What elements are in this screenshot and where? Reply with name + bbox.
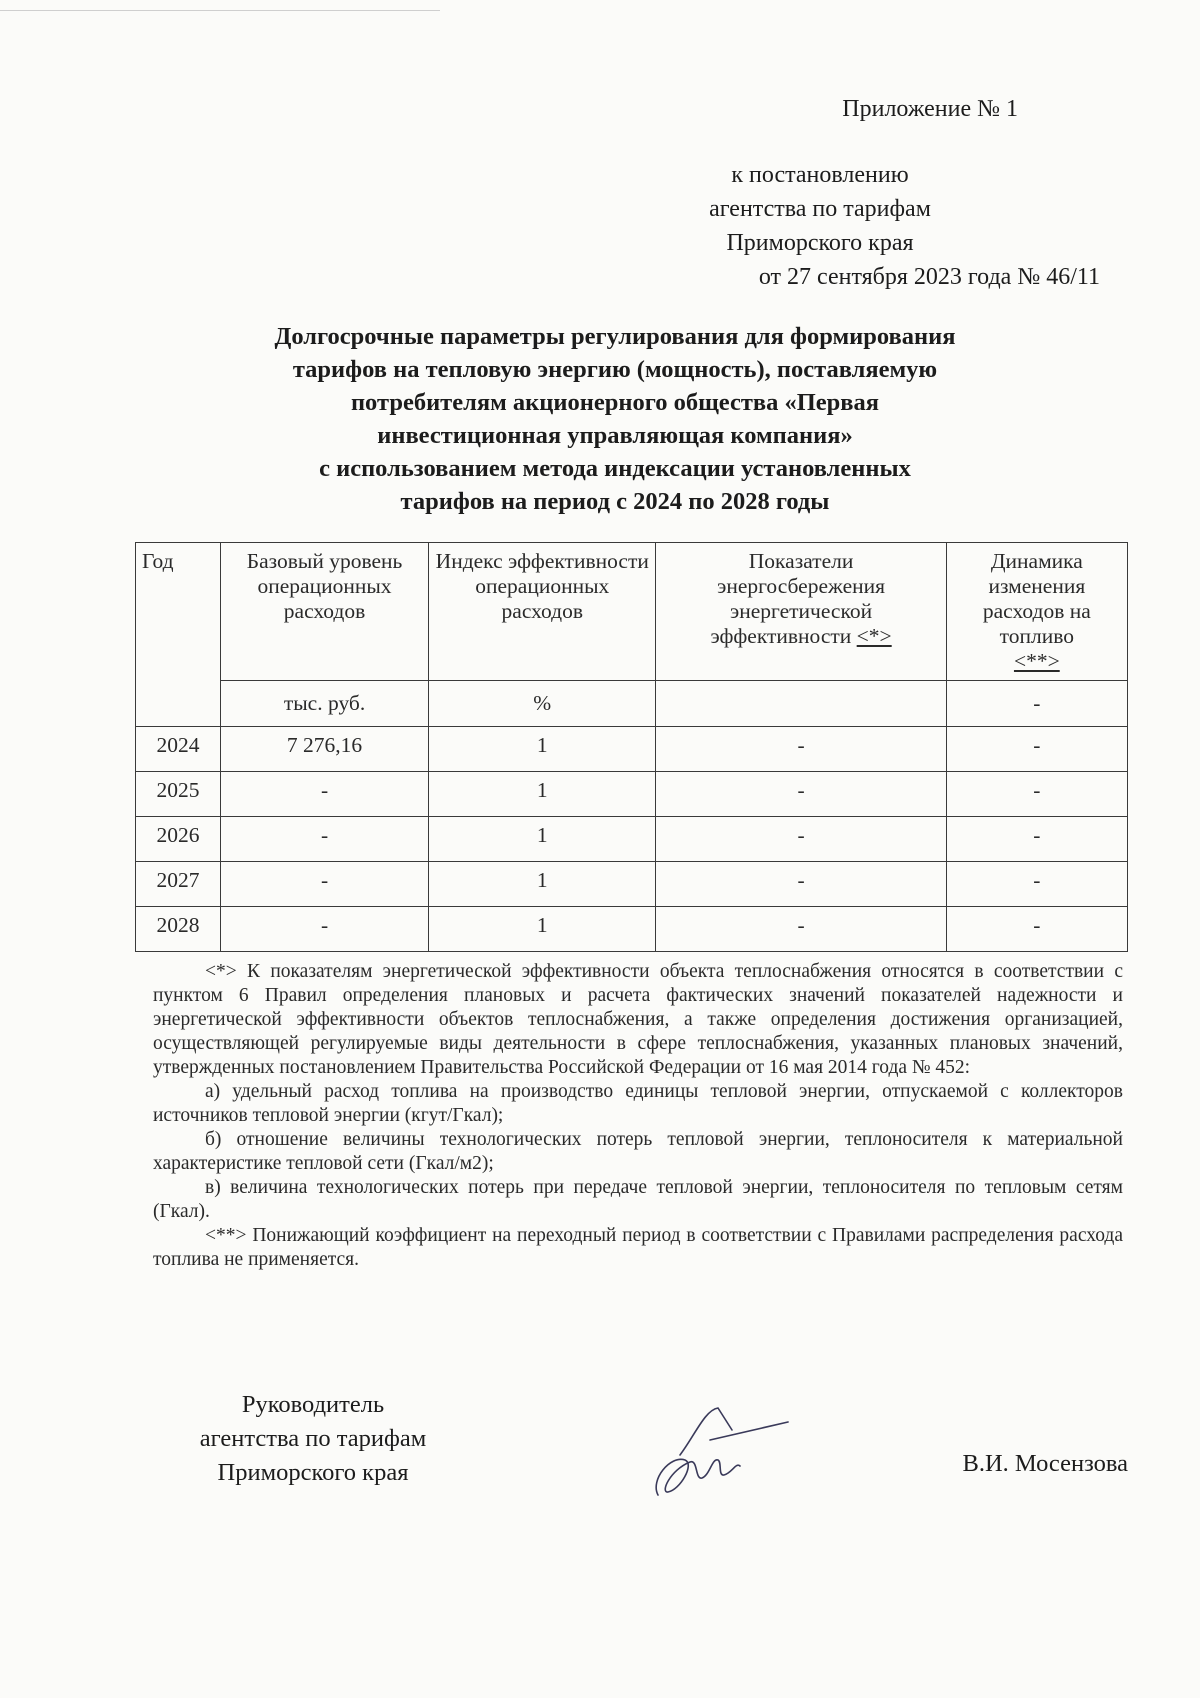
table-row [136,907,1128,952]
cell-year: 2028 [136,907,221,952]
cell-efficiency-index: 1 [429,727,656,772]
cell-fuel-dynamics: - [946,817,1127,862]
column-header-base-level: Базовый уровень операционных расходов [221,543,429,681]
footnote-energy-efficiency: <*> К показателям энергетической эффективности объекта теплоснабжения относятся в соответствии с пунктом 6 Правил определения плановых и расчета фактических значений показателей надежности и энергетической эффективности объектов теплоснабжения, а также определения достижения организацией, осуществляющей регулируемые виды деятельности в сфере теплоснабжения, указанных плановых значений, утвержденных постановлением Правительства Российской Федерации от 16 мая 2014 года № 452: [153,961,1123,1078]
cell-base-level: 7 276,16 [221,727,429,772]
footnote-ref-fuel: <**> [1013,649,1060,673]
units-row [136,681,1128,727]
table-row [136,862,1128,907]
cell-efficiency-index: 1 [429,817,656,862]
footnote-ref-energy: <*> [856,624,892,648]
regulation-parameters-table [135,542,1128,952]
cell-efficiency-index: 1 [429,772,656,817]
table-row [136,817,1128,862]
resolution-reference [540,158,1100,294]
unit-base-level: тыс. руб. [221,681,429,727]
cell-year: 2026 [136,817,221,862]
cell-fuel-dynamics: - [946,862,1127,907]
cell-efficiency-index: 1 [429,907,656,952]
cell-base-level: - [221,862,429,907]
cell-energy-saving: - [656,907,946,952]
resolution-line: Приморского края [726,230,914,256]
signatory-position [168,1388,458,1490]
table-header-row [136,543,1128,681]
unit-energy-saving [656,681,946,727]
column-header-energy-saving: Показатели энергосбережения энергетической эффективности <*> [656,543,946,681]
cell-base-level: - [221,817,429,862]
footnote-item-a: а) удельный расход топлива на производство единицы тепловой энергии, отпускаемой с коллекторов источников тепловой энергии (кгут/Гкал); [153,1081,1123,1126]
resolution-line: агентства по тарифам [709,196,931,222]
unit-efficiency-index: % [429,681,656,727]
column-header-fuel-dynamics: Динамика изменения расходов на топливо <**> [946,543,1127,681]
cell-energy-saving: - [656,817,946,862]
cell-fuel-dynamics: - [946,727,1127,772]
table-row [136,727,1128,772]
footnote-fuel-coefficient: <**> Понижающий коэффициент на переходный период в соответствии с Правилами распределения расхода топлива не применяется. [153,1225,1123,1270]
table-row [136,772,1128,817]
cell-energy-saving: - [656,772,946,817]
scan-edge-line [0,0,440,11]
document-title: Долгосрочные параметры регулирования для формирования тарифов на тепловую энергию (мощность), поставляемую потребителям акционерного общества «Первая инвестиционная управляющая компания» с использованием метода индексации установленных тарифов на период с 2024 по 2028 годы [274,323,956,515]
cell-fuel-dynamics: - [946,772,1127,817]
resolution-line: к постановлению [731,162,909,188]
footnote-item-b: б) отношение величины технологических потерь тепловой энергии, теплоносителя к материальной характеристике тепловой сети (Гкал/м2); [153,1129,1123,1174]
cell-year: 2024 [136,727,221,772]
column-header-efficiency-index: Индекс эффективности операционных расходов [429,543,656,681]
cell-base-level: - [221,772,429,817]
signatory-position-line: агентства по тарифам [199,1425,427,1452]
signatory-position-line: Приморского края [217,1459,409,1486]
handwritten-signature [640,1400,790,1510]
footnotes [153,960,1123,1272]
attachment-number: Приложение № 1 [842,96,1018,122]
cell-energy-saving: - [656,862,946,907]
signatory-position-line: Руководитель [241,1391,385,1418]
resolution-date-line: от 27 сентября 2023 года № 46/11 [758,264,1100,290]
cell-base-level: - [221,907,429,952]
cell-fuel-dynamics: - [946,907,1127,952]
signatory-name: В.И. Мосензова [962,1450,1128,1477]
cell-efficiency-index: 1 [429,862,656,907]
footnote-item-c: в) величина технологических потерь при передаче тепловой энергии, теплоносителя по тепловым сетям (Гкал). [153,1177,1123,1222]
cell-year: 2025 [136,772,221,817]
unit-fuel-dynamics: - [946,681,1127,727]
cell-energy-saving: - [656,727,946,772]
cell-year: 2027 [136,862,221,907]
column-header-year: Год [136,543,221,727]
